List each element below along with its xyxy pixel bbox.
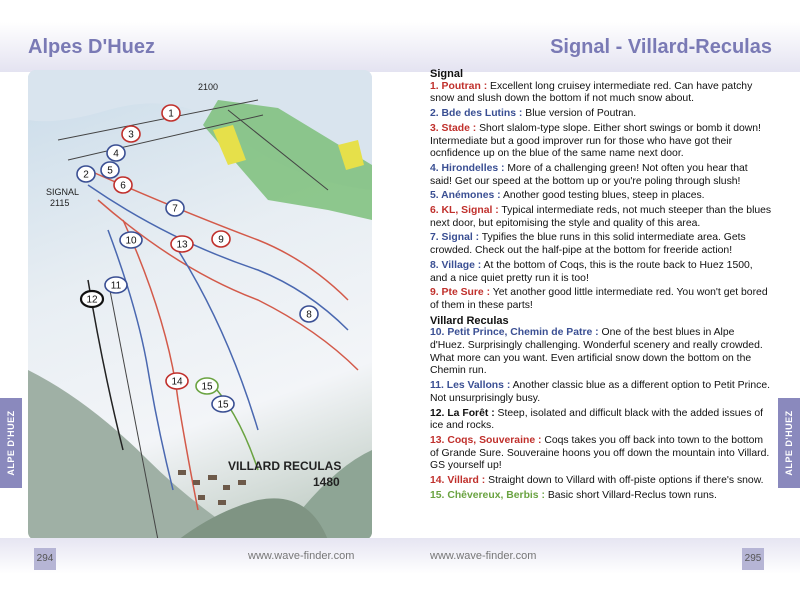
piste-marker bbox=[171, 236, 193, 252]
run-entry bbox=[430, 232, 772, 257]
right-header bbox=[400, 22, 800, 72]
run-entry bbox=[430, 81, 772, 106]
piste-marker bbox=[212, 396, 234, 412]
village-label: VILLARD RECULAS bbox=[228, 459, 342, 473]
section-title: Signal bbox=[430, 68, 464, 80]
run-entry bbox=[430, 408, 772, 433]
piste-marker bbox=[114, 177, 132, 193]
run-descriptions bbox=[430, 68, 772, 505]
piste-marker bbox=[81, 291, 103, 307]
marker-number: 15 bbox=[217, 399, 229, 411]
left-page-title: Alpes D'Huez bbox=[28, 36, 156, 58]
marker-number: 2 bbox=[83, 169, 89, 181]
signal-label: SIGNAL bbox=[46, 187, 80, 197]
left-side-tab-label: ALPE D'HUEZ bbox=[6, 410, 16, 476]
right-page-number: 295 bbox=[742, 548, 764, 570]
piste-marker bbox=[166, 373, 188, 389]
marker-number: 3 bbox=[128, 129, 134, 141]
village-altitude: 1480 bbox=[313, 475, 340, 489]
marker-number: 6 bbox=[120, 180, 126, 192]
run-text: Straight down to Villard with off-piste options if there's snow. bbox=[485, 475, 764, 487]
run-text: More of a challenging green! Not often you hear that said! Get our speed at the bottom up or you're poling through slush! bbox=[430, 162, 748, 187]
run-entry bbox=[430, 163, 772, 188]
run-name: 2. Bde des Lutins : bbox=[430, 108, 523, 120]
piste-marker bbox=[122, 126, 140, 142]
run-text: Steep, isolated and difficult black with the added issues of ice and rocks. bbox=[430, 407, 764, 432]
marker-number: 4 bbox=[113, 148, 119, 160]
run-name: 7. Signal : bbox=[430, 232, 480, 244]
run-entry bbox=[430, 475, 772, 488]
run-entry bbox=[430, 327, 772, 378]
marker-number: 11 bbox=[110, 280, 122, 292]
piste-map bbox=[28, 70, 372, 540]
run-entry bbox=[430, 123, 772, 161]
marker-number: 15 bbox=[201, 381, 213, 393]
piste-red-2 bbox=[98, 200, 358, 370]
run-name: 10. Petit Prince, Chemin de Patre : bbox=[430, 327, 599, 339]
run-text: One of the best blues in Alpe d'Huez. Surprisingly challenging. Wonderful scenery and really crowded. What more can you want. Even artificial snow down the bottom on the Chemin run. bbox=[430, 327, 763, 377]
marker-number: 8 bbox=[306, 309, 312, 321]
left-page-number: 294 bbox=[34, 548, 56, 570]
marker-number: 5 bbox=[107, 165, 113, 177]
marker-number: 9 bbox=[218, 234, 224, 246]
run-text: Another classic blue as a different option to Petit Prince. Not unsurprisingly busy. bbox=[430, 380, 771, 404]
run-entry bbox=[430, 108, 772, 121]
run-name: 6. KL, Signal : bbox=[430, 205, 499, 217]
altitude-label: 2100 bbox=[198, 82, 219, 92]
piste-map-drawing bbox=[28, 70, 372, 540]
marker-number: 13 bbox=[176, 239, 188, 251]
forest-shade-left bbox=[28, 370, 248, 540]
run-name: 14. Villard : bbox=[430, 475, 486, 487]
run-name: 9. Pte Sure : bbox=[430, 287, 491, 299]
left-header bbox=[0, 22, 400, 72]
marker-number: 1 bbox=[168, 108, 174, 120]
piste-marker bbox=[107, 145, 125, 161]
right-side-tab bbox=[778, 398, 800, 488]
right-page bbox=[400, 0, 800, 600]
run-entry bbox=[430, 205, 772, 230]
piste-marker bbox=[300, 306, 318, 322]
run-entry bbox=[430, 190, 772, 203]
right-side-tab-label: ALPE D'HUEZ bbox=[784, 410, 794, 476]
run-entry bbox=[430, 490, 772, 503]
left-url: www.wave-finder.com bbox=[248, 550, 355, 562]
piste-marker bbox=[196, 378, 218, 394]
piste-marker bbox=[212, 231, 230, 247]
section-title: Villard Reculas bbox=[430, 314, 509, 327]
run-text: Typical intermediate reds, not much steeper than the blues next door, but epitomising the style and quality of this area. bbox=[430, 205, 772, 229]
left-side-tab bbox=[0, 398, 22, 488]
run-name: 12. La Forêt : bbox=[430, 407, 495, 419]
run-name: 8. Village : bbox=[430, 259, 482, 271]
piste-marker bbox=[166, 200, 184, 216]
run-text: Yet another good little intermediate red. You won't get bored of them in these parts! bbox=[430, 287, 768, 311]
run-entry bbox=[430, 287, 772, 312]
run-entry bbox=[430, 435, 772, 473]
piste-green-1 bbox=[208, 380, 258, 470]
run-name: 4. Hirondelles : bbox=[430, 162, 505, 174]
run-name: 1. Poutran : bbox=[430, 80, 488, 92]
marker-number: 14 bbox=[171, 376, 183, 388]
run-entry bbox=[430, 260, 772, 285]
marker-number: 10 bbox=[125, 235, 137, 247]
run-text: Excellent long cruisey intermediate red. Can have patchy snow and slush down the bottom if not much snow about. bbox=[430, 80, 753, 105]
run-entry bbox=[430, 380, 772, 405]
right-page-title: Signal - Villard-Reculas bbox=[550, 36, 772, 58]
run-name: 5. Anémones : bbox=[430, 190, 501, 202]
signal-altitude: 2115 bbox=[50, 198, 70, 208]
run-text: Typifies the blue runs in this solid intermediate area. Gets crowded. Check out the half-pipe at the bottom for freeride action! bbox=[430, 232, 746, 257]
run-text: Basic short Villard-Reclus town runs. bbox=[544, 489, 717, 501]
run-name: 3. Stade : bbox=[430, 122, 477, 134]
run-text: Short slalom-type slope. Either short swings or bomb it down! Intermediate but a good improver run for those who have got their ocnfidence up on the blue of the same name next door. bbox=[430, 122, 761, 160]
run-text: At the bottom of Coqs, this is the route back to Huez 1500, and a nice quiet pretty run it is too! bbox=[430, 259, 753, 284]
piste-marker bbox=[105, 277, 127, 293]
right-url: www.wave-finder.com bbox=[430, 550, 537, 562]
piste-marker bbox=[77, 166, 95, 182]
run-text: Another good testing blues, steep in places. bbox=[500, 190, 705, 202]
run-text: Blue version of Poutran. bbox=[522, 108, 637, 120]
piste-marker bbox=[101, 162, 119, 178]
marker-number: 7 bbox=[172, 203, 178, 215]
run-name: 15. Chêvereux, Berbis : bbox=[430, 489, 545, 501]
run-name: 13. Coqs, Souveraine : bbox=[430, 434, 542, 446]
piste-marker bbox=[120, 232, 142, 248]
marker-number: 12 bbox=[86, 294, 98, 306]
piste-marker bbox=[162, 105, 180, 121]
run-name: 11. Les Vallons : bbox=[430, 380, 511, 392]
run-text: Coqs takes you off back into town to the bottom of Grande Sure. Souveraine hoons you off down the mountain into Villard. GS yourself up! bbox=[430, 434, 770, 472]
